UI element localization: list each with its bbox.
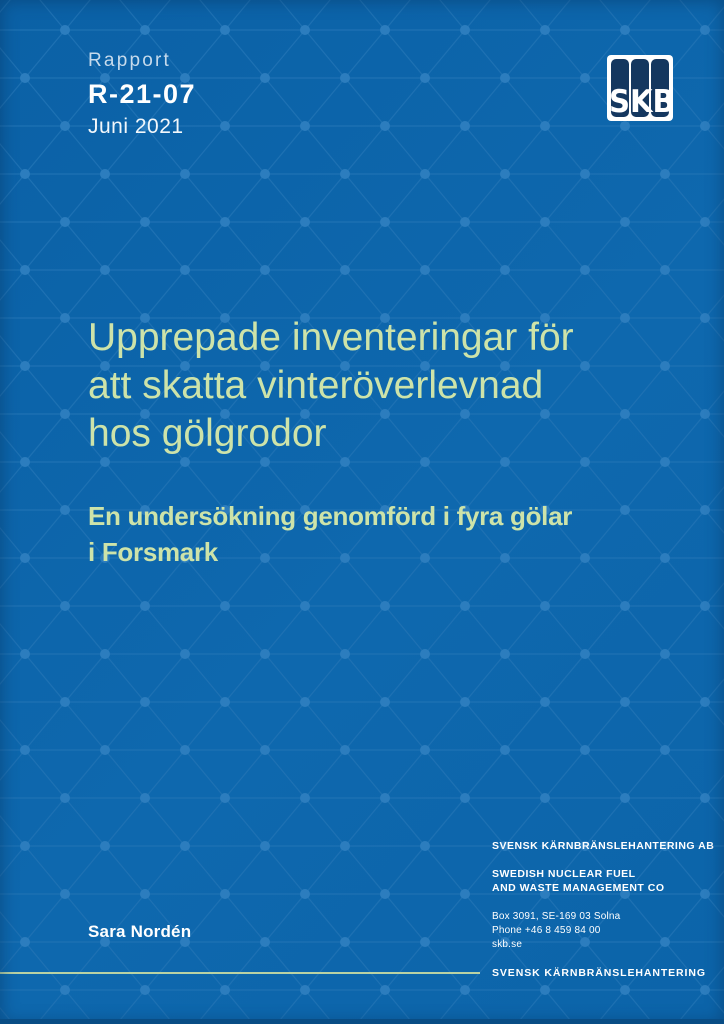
subtitle-line: i Forsmark: [88, 537, 218, 567]
title-line: att skatta vinteröverlevnad: [88, 364, 544, 407]
publisher-company-en: [492, 867, 714, 895]
title-line: hos gölgrodor: [88, 412, 327, 455]
doc-type-label: Rapport: [88, 50, 171, 71]
skb-logo: [607, 55, 673, 121]
report-id: R-21-07: [88, 79, 197, 109]
publisher-company-en-line: AND WASTE MANAGEMENT CO: [492, 882, 665, 894]
title-line: Upprepade inventeringar för: [88, 316, 574, 359]
report-date: Juni 2021: [88, 115, 184, 138]
page-bottom-edge: [0, 1019, 724, 1024]
subtitle-line: En undersökning genomförd i fyra gölar: [88, 501, 573, 531]
report-subtitle: [88, 498, 572, 570]
author-name: Sara Nordén: [88, 922, 192, 941]
publisher-block: [492, 840, 714, 952]
footer-company: SVENSK KÄRNBRÄNSLEHANTERING: [492, 967, 706, 979]
publisher-address: Box 3091, SE-169 03 Solna: [492, 911, 621, 922]
publisher-company-sv: SVENSK KÄRNBRÄNSLEHANTERING AB: [492, 840, 715, 852]
publisher-phone: Phone +46 8 459 84 00: [492, 925, 601, 936]
report-title: [88, 314, 574, 458]
skb-logo-text: SKB: [608, 84, 675, 120]
publisher-company-en-line: SWEDISH NUCLEAR FUEL: [492, 868, 636, 880]
publisher-contact: [492, 910, 714, 952]
report-meta: [88, 50, 196, 139]
publisher-website: skb.se: [492, 939, 523, 950]
footer-rule: [0, 972, 480, 974]
